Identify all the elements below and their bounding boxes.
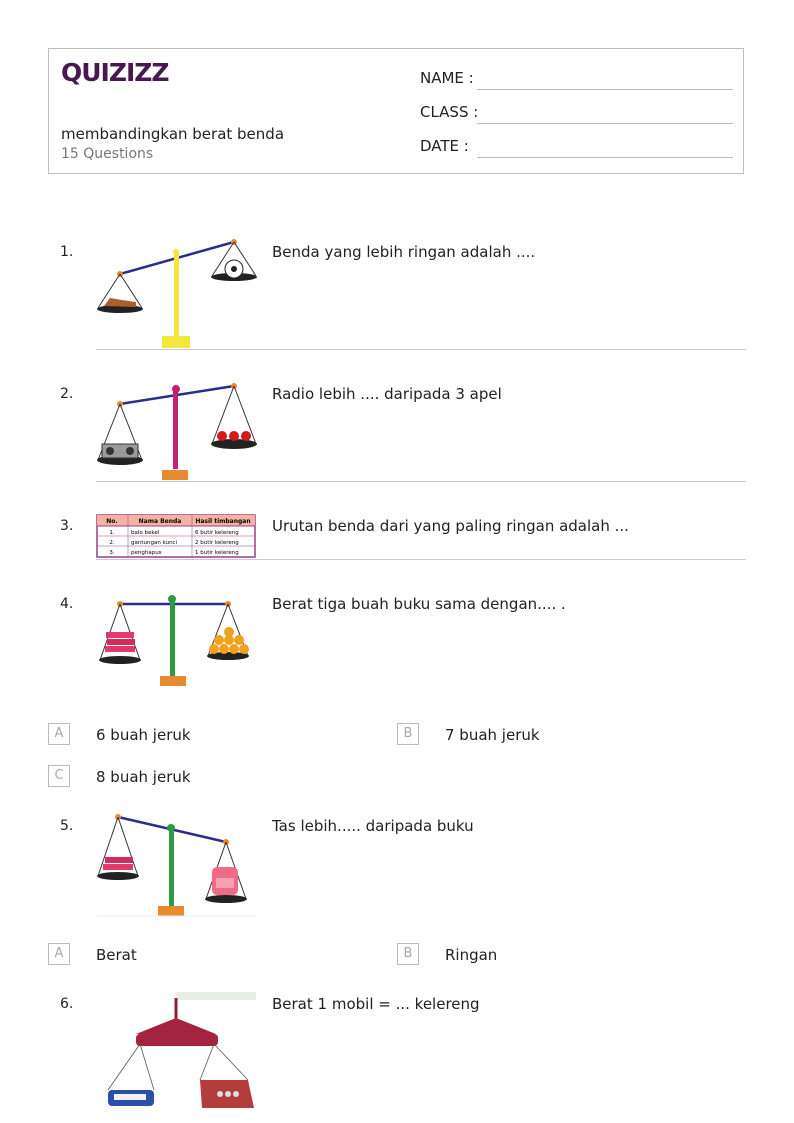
- balance-scale-books-bag-image: [96, 812, 258, 918]
- question-text: Tas lebih..... daripada buku: [272, 817, 474, 835]
- option-a-text[interactable]: Berat: [96, 946, 137, 964]
- question-text: Benda yang lebih ringan adalah ....: [272, 243, 536, 261]
- worksheet-title: membandingkan berat benda: [61, 125, 285, 143]
- name-label: NAME :: [420, 69, 474, 87]
- date-field[interactable]: [477, 157, 733, 158]
- quizizz-logo: QUIZIZZ: [61, 58, 169, 87]
- table-cell: 1.: [109, 530, 115, 536]
- question-number: 4.: [60, 596, 74, 612]
- weight-table-image: [96, 514, 256, 560]
- option-b-box[interactable]: B: [397, 943, 419, 965]
- name-field[interactable]: [477, 89, 733, 90]
- divider: [96, 559, 746, 560]
- table-cell: gantungan kunci: [131, 540, 178, 546]
- table-header: Nama Benda: [138, 518, 182, 525]
- option-b-text[interactable]: 7 buah jeruk: [445, 726, 540, 744]
- balance-scale-shoe-ball-image: [96, 236, 258, 350]
- worksheet-header: [48, 48, 744, 174]
- option-a-box[interactable]: A: [48, 943, 70, 965]
- divider: [96, 481, 746, 482]
- table-cell: 2.: [109, 540, 115, 546]
- question-text: Urutan benda dari yang paling ringan adalah ...: [272, 517, 629, 535]
- question-number: 3.: [60, 518, 74, 534]
- table-cell: penghapus: [131, 550, 162, 556]
- question-count: 15 Questions: [61, 146, 154, 162]
- table-cell: 6 butir kelereng: [195, 530, 239, 536]
- option-c-text[interactable]: 8 buah jeruk: [96, 768, 191, 786]
- question-text: Berat tiga buah buku sama dengan.... .: [272, 595, 566, 613]
- question-text: Berat 1 mobil = ... kelereng: [272, 995, 480, 1013]
- table-cell: 3.: [109, 550, 115, 556]
- divider: [96, 349, 746, 350]
- question-text: Radio lebih .... daripada 3 apel: [272, 385, 502, 403]
- option-a-text[interactable]: 6 buah jeruk: [96, 726, 191, 744]
- table-cell: 1 butir kelereng: [195, 550, 239, 556]
- table-header: No.: [106, 518, 118, 525]
- question-number: 6.: [60, 996, 74, 1012]
- question-number: 1.: [60, 244, 74, 260]
- option-b-box[interactable]: B: [397, 723, 419, 745]
- hanger-scale-car-marbles-image: [96, 990, 258, 1123]
- option-b-text[interactable]: Ringan: [445, 946, 498, 964]
- option-c-box[interactable]: C: [48, 765, 70, 787]
- table-header: Hasil timbangan: [195, 518, 251, 525]
- balance-scale-radio-apples-image: [96, 380, 258, 482]
- balance-scale-books-oranges-image: [96, 592, 258, 688]
- date-label: DATE :: [420, 137, 469, 155]
- table-cell: 2 butir kelereng: [195, 540, 239, 546]
- option-a-box[interactable]: A: [48, 723, 70, 745]
- class-label: CLASS :: [420, 103, 479, 121]
- question-number: 2.: [60, 386, 74, 402]
- class-field[interactable]: [477, 123, 733, 124]
- question-number: 5.: [60, 818, 74, 834]
- table-cell: balo bekel: [131, 530, 160, 536]
